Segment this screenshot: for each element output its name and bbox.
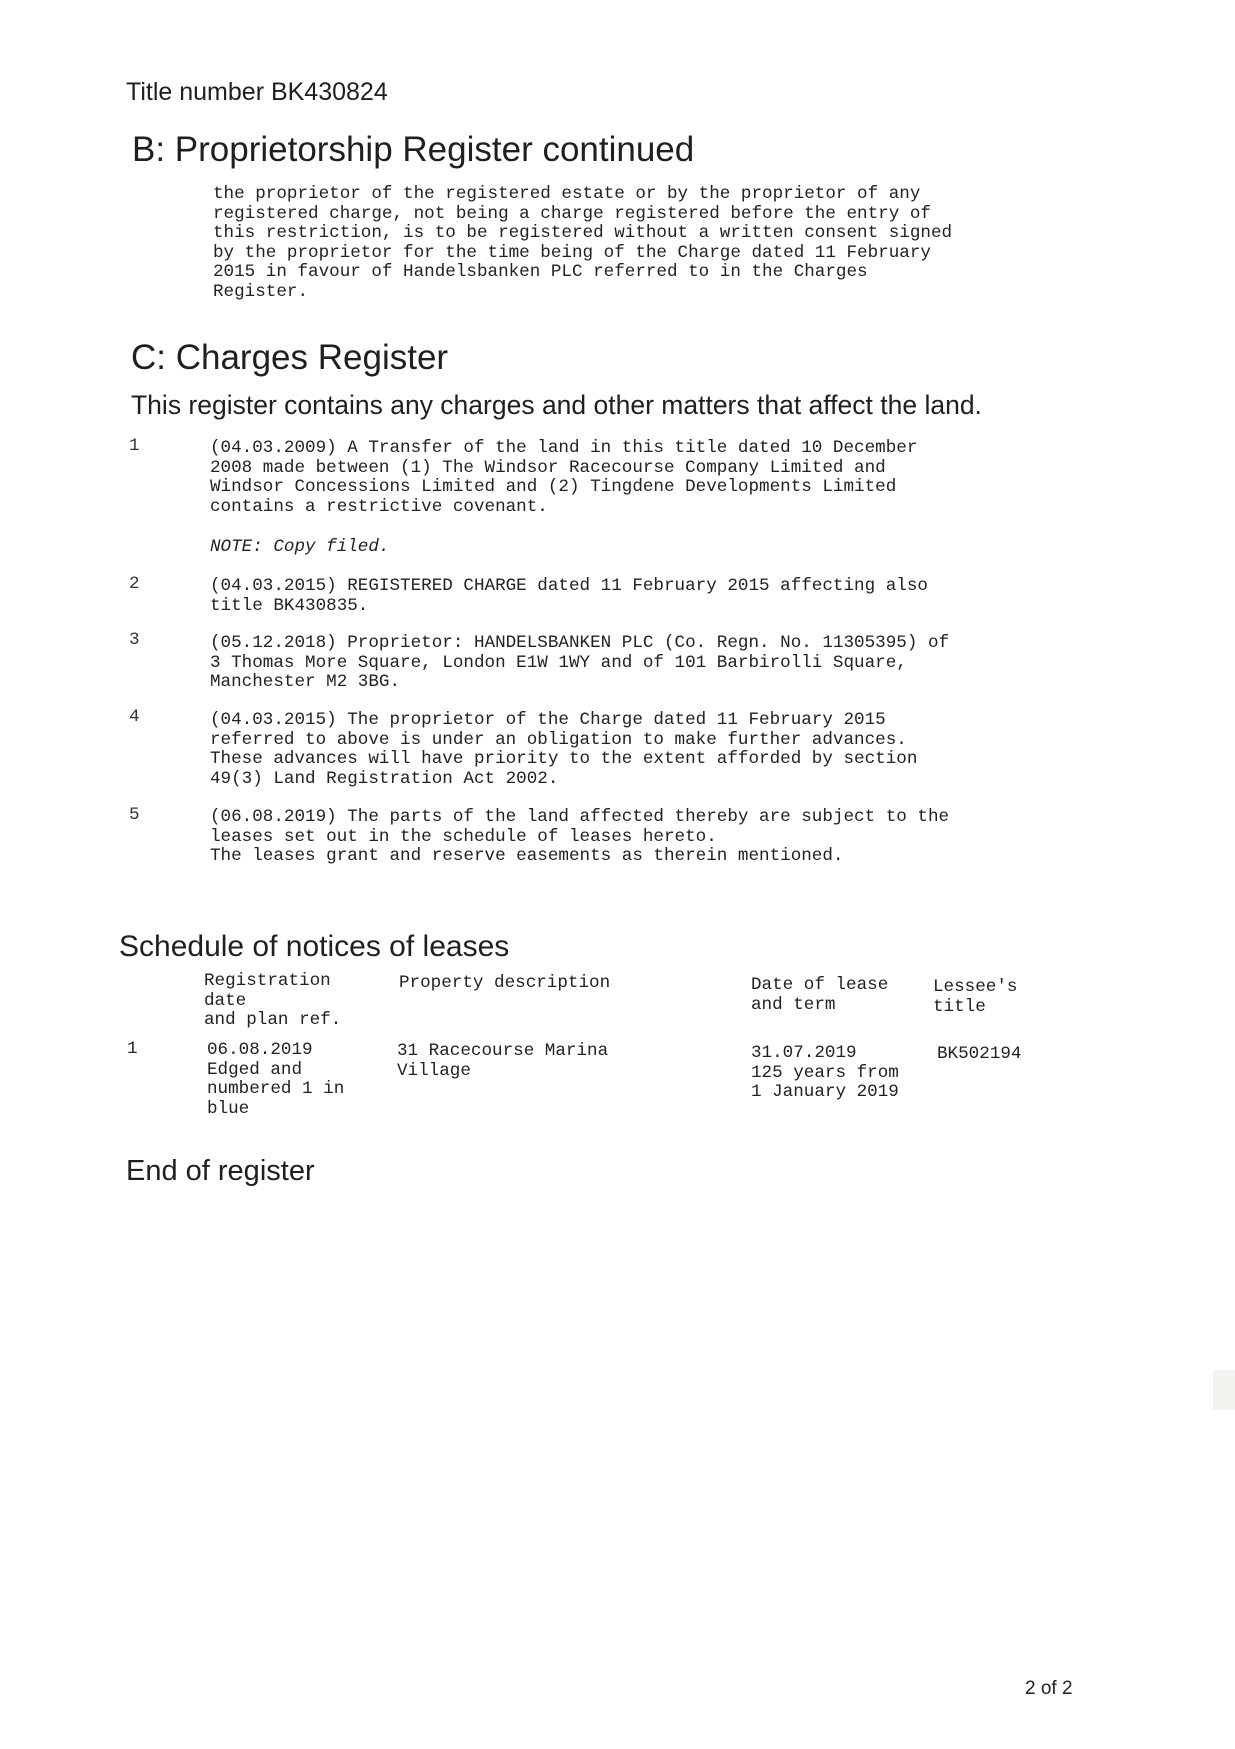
page-number: 2 of 2 [1025,1678,1073,1699]
section-b-text: the proprietor of the registered estate or by the proprietor of any registered charge, not being a charge registered before the entry of this restriction, is to be registered without a written consent signed by the proprietor for the time being of the Charge dated 11 February 2015 in favour of Handelsbanken PLC referred to in the Charges Register. [213,184,953,302]
header-lessee-title: Lessee's title [933,977,1018,1017]
entry-text: (06.08.2019) The parts of the land affected thereby are subject to the leases set out in the schedule of leases hereto. The leases grant and reserve easements as therein mentioned. [210,807,950,866]
header-property-description: Property description [399,973,611,993]
row-date-of-lease: 31.07.2019 125 years from 1 January 2019 [751,1043,899,1102]
row-property-description: 31 Racecourse Marina Village [397,1041,609,1081]
entry-number: 4 [129,707,140,727]
header-date-of-lease: Date of lease and term [751,975,889,1015]
title-number: Title number BK430824 [126,78,388,106]
entry-number: 3 [129,630,140,650]
row-lessee-title: BK502194 [937,1044,1022,1064]
end-of-register: End of register [126,1155,315,1187]
entry-number: 5 [129,805,140,825]
entry-text: (04.03.2015) The proprietor of the Charge dated 11 February 2015 referred to above is under an obligation to make further advances. These advances will have priority to the extent afforded by section 49(3) Land Registration Act 2002. [210,710,918,789]
scan-edge-mark [1213,1370,1235,1410]
schedule-heading: Schedule of notices of leases [119,930,510,963]
section-c-subheading: This register contains any charges and other matters that affect the land. [131,390,982,420]
entry-number: 1 [129,436,140,456]
row-registration-date: 06.08.2019 Edged and numbered 1 in blue [207,1040,345,1119]
header-registration-date: Registration date and plan ref. [204,971,342,1030]
entry-note: NOTE: Copy filed. [210,537,390,557]
entry-text: (04.03.2009) A Transfer of the land in this title dated 10 December 2008 made between (1) The Windsor Racecourse Company Limited and Windsor Concessions Limited and (2) Tingdene Developments Limited contains a restrictive covenant. [210,438,918,517]
section-c-heading: C: Charges Register [131,338,449,377]
entry-number: 2 [129,574,140,594]
entry-text: (04.03.2015) REGISTERED CHARGE dated 11 February 2015 affecting also title BK430835. [210,576,928,616]
row-number: 1 [127,1039,138,1059]
section-b-heading: B: Proprietorship Register continued [132,130,695,169]
entry-text: (05.12.2018) Proprietor: HANDELSBANKEN PLC (Co. Regn. No. 11305395) of 3 Thomas More Square, London E1W 1WY and of 101 Barbirolli Square, Manchester M2 3BG. [210,633,950,692]
